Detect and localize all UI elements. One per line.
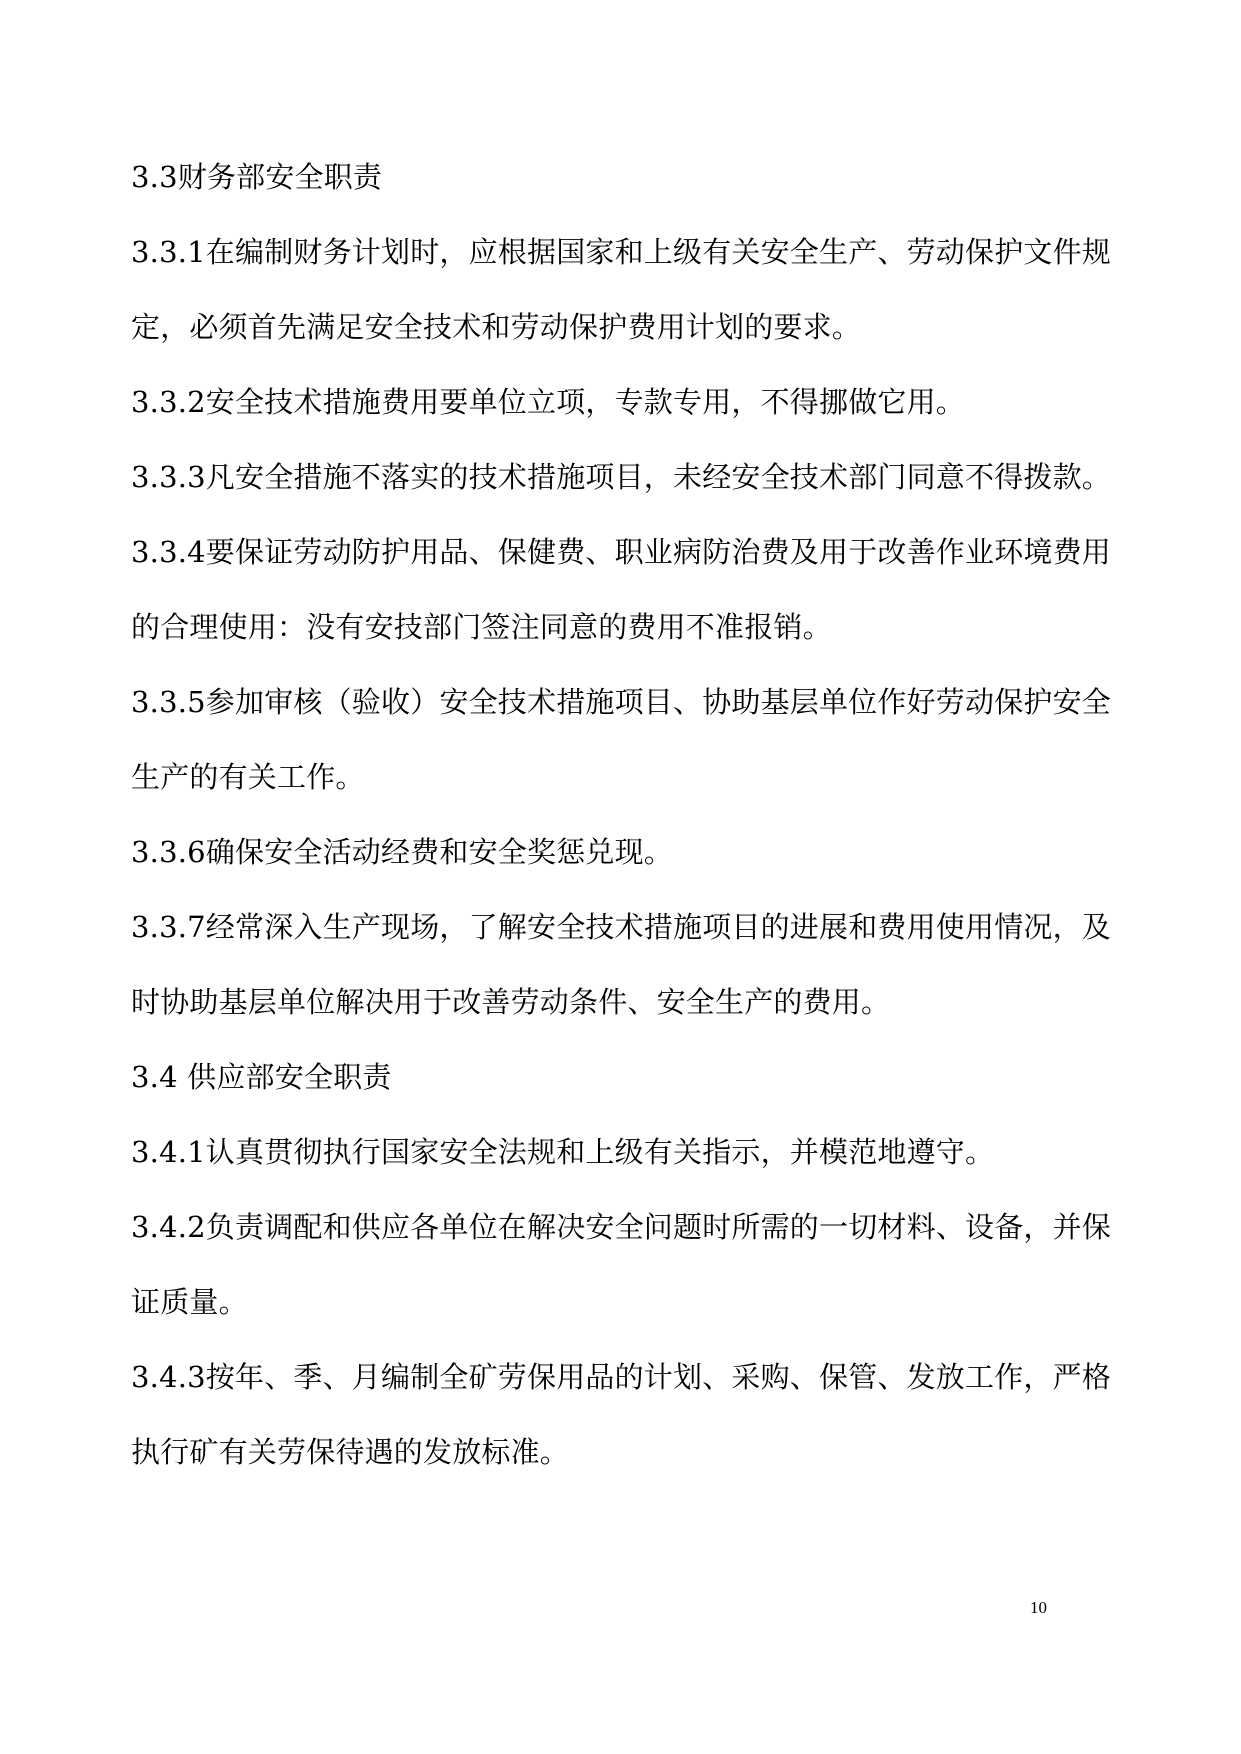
paragraph-line: 3.3.1在编制财务计划时，应根据国家和上级有关安全生产、劳动保护文件规 <box>131 235 1111 269</box>
paragraph-line: 3.4.1认真贯彻执行国家安全法规和上级有关指示，并模范地遵守。 <box>131 1135 995 1169</box>
document-body <box>131 140 1121 1490</box>
paragraph-line: 3.3.7经常深入生产现场，了解安全技术措施项目的进展和费用使用情况，及 <box>131 910 1111 944</box>
paragraph-line: 3.3.6确保安全活动经费和安全奖惩兑现。 <box>131 835 673 869</box>
paragraph-line: 时协助基层单位解决用于改善劳动条件、安全生产的费用。 <box>131 985 891 1019</box>
paragraph-line: 3.4.2负责调配和供应各单位在解决安全问题时所需的一切材料、设备，并保 <box>131 1210 1111 1244</box>
paragraph-line: 执行矿有关劳保待遇的发放标准。 <box>131 1435 570 1469</box>
paragraph-line: 生产的有关工作。 <box>131 760 365 794</box>
paragraph-line: 3.3.2安全技术措施费用要单位立项，专款专用，不得挪做它用。 <box>131 385 965 419</box>
section-heading-3-3: 3.3财务部安全职责 <box>131 160 383 194</box>
paragraph-line: 3.3.3凡安全措施不落实的技术措施项目，未经安全技术部门同意不得拨款。 <box>131 460 1111 494</box>
paragraph-line: 3.3.5参加审核（验收）安全技术措施项目、协助基层单位作好劳动保护安全 <box>131 685 1111 719</box>
paragraph-line: 定，必须首先满足安全技术和劳动保护费用计划的要求。 <box>131 310 862 344</box>
paragraph-line: 证质量。 <box>131 1285 248 1319</box>
paragraph-line: 的合理使用：没有安技部门签注同意的费用不准报销。 <box>131 610 832 644</box>
paragraph-line: 3.4.3按年、季、月编制全矿劳保用品的计划、采购、保管、发放工作，严格 <box>131 1360 1111 1394</box>
page-number: 10 <box>1030 1598 1047 1617</box>
paragraph-line: 3.3.4要保证劳动防护用品、保健费、职业病防治费及用于改善作业环境费用 <box>131 535 1111 569</box>
section-heading-3-4: 3.4 供应部安全职责 <box>131 1060 392 1094</box>
